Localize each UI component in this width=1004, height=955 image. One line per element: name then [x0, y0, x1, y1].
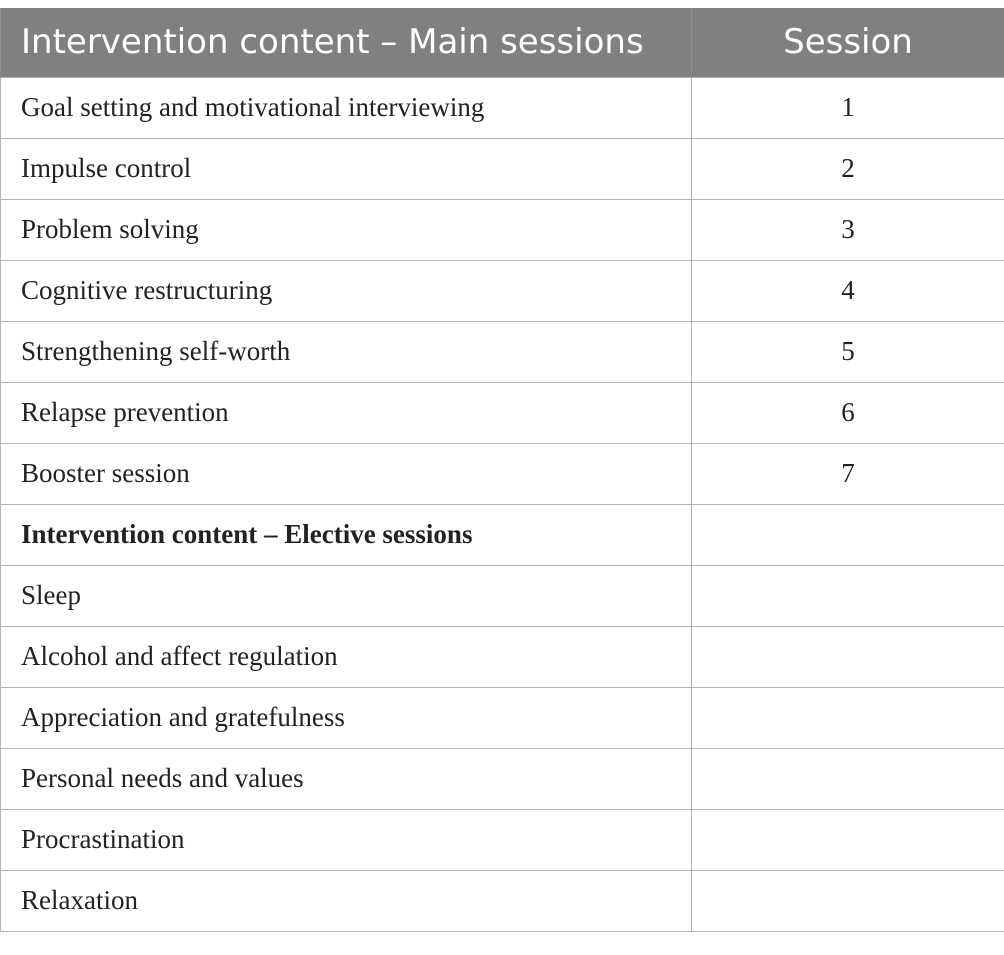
table-row: [1, 382, 1004, 443]
row-content-cell: Strengthening self-worth: [1, 321, 692, 382]
row-session-cell: 2: [692, 138, 1004, 199]
row-session-cell: 5: [692, 321, 1004, 382]
row-content-cell: Relapse prevention: [1, 382, 692, 443]
row-session-cell: [692, 504, 1004, 565]
row-session-cell: 3: [692, 199, 1004, 260]
row-content-cell: Relaxation: [1, 870, 692, 931]
row-content-cell: Impulse control: [1, 138, 692, 199]
table-header-row: [1, 8, 1004, 77]
row-content-cell: Booster session: [1, 443, 692, 504]
row-content-cell: Alcohol and affect regulation: [1, 626, 692, 687]
row-content-cell: Problem solving: [1, 199, 692, 260]
table-row: [1, 809, 1004, 870]
table-row: [1, 321, 1004, 382]
header-session: Session: [692, 8, 1004, 77]
row-session-cell: 1: [692, 77, 1004, 138]
row-session-cell: [692, 626, 1004, 687]
row-content-cell: Sleep: [1, 565, 692, 626]
table-row: [1, 626, 1004, 687]
table-row: [1, 77, 1004, 138]
elective-sessions-subheader-row: [1, 504, 1004, 565]
row-session-cell: [692, 565, 1004, 626]
row-session-cell: [692, 809, 1004, 870]
table-row: [1, 199, 1004, 260]
table-row: [1, 870, 1004, 931]
row-session-cell: [692, 687, 1004, 748]
table-row: [1, 565, 1004, 626]
header-intervention-content: Intervention content – Main sessions: [1, 8, 692, 77]
table-row: [1, 260, 1004, 321]
row-session-cell: 6: [692, 382, 1004, 443]
table-row: [1, 748, 1004, 809]
table-row: [1, 138, 1004, 199]
row-content-cell: Appreciation and gratefulness: [1, 687, 692, 748]
row-content-cell: Goal setting and motivational interviewing: [1, 77, 692, 138]
row-session-cell: [692, 870, 1004, 931]
table-row: [1, 687, 1004, 748]
intervention-sessions-table: [0, 8, 1004, 932]
elective-sessions-subheader: Intervention content – Elective sessions: [1, 504, 692, 565]
row-content-cell: Cognitive restructuring: [1, 260, 692, 321]
row-content-cell: Personal needs and values: [1, 748, 692, 809]
row-session-cell: 4: [692, 260, 1004, 321]
row-session-cell: [692, 748, 1004, 809]
table-row: [1, 443, 1004, 504]
sessions-table-container: [0, 8, 1004, 932]
row-content-cell: Procrastination: [1, 809, 692, 870]
row-session-cell: 7: [692, 443, 1004, 504]
